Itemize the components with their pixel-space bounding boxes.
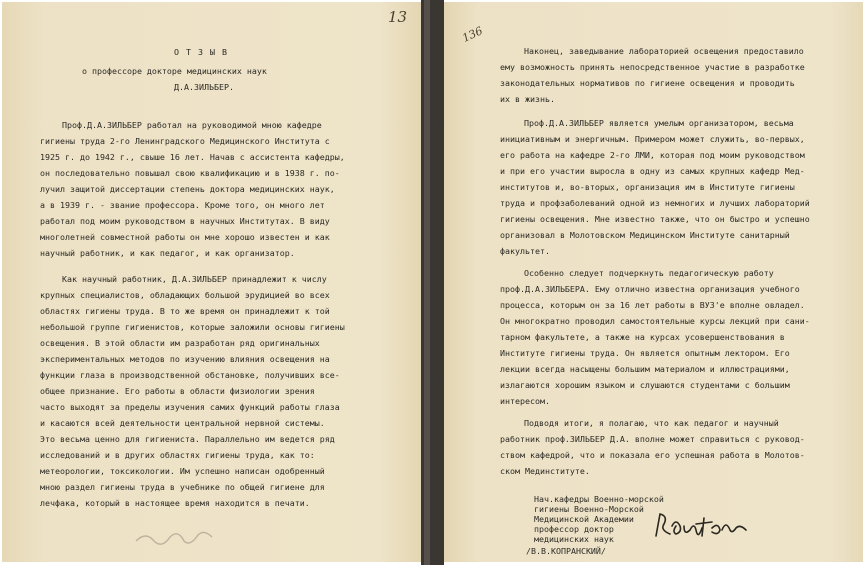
- text-line: ском Мединституте.: [500, 466, 590, 476]
- text-line: Это весьма ценно для гигиениста. Параллельно им ведется ряд: [40, 434, 335, 444]
- text-line: 1925 г. до 1942 г., свыше 16 лет. Начав с ассистента кафедры,: [40, 152, 345, 162]
- text-line: ему возможность принять непосредственное участие в разработке: [500, 62, 805, 72]
- text-line: процесса, которым он за 16 лет работы в ВУЗ'е вполне овладел.: [500, 300, 805, 310]
- text-line: Проф.Д.А.ЗИЛЬБЕР является умелым организатором, весьма: [524, 118, 794, 128]
- right-page-number: 136: [460, 24, 485, 45]
- text-line: гигиены труда 2-го Ленинградского Медицинского Института с: [40, 136, 330, 146]
- text-line: проф.Д.А.ЗИЛЬБЕРА. Ему отлично известна организация учебного: [500, 284, 800, 294]
- text-line: Как научный работник, Д.А.ЗИЛЬБЕР принадлежит к числу: [62, 274, 327, 284]
- text-line: их в жизнь.: [500, 94, 555, 104]
- handwritten-signature: [650, 508, 750, 542]
- left-page-number: 13: [388, 8, 408, 26]
- text-line: небольшой группе гигиенистов, которые заложили основы гигиены: [40, 322, 345, 332]
- text-line: освещения. В этой области им разработан ряд оригинальных: [40, 338, 320, 348]
- text-line: гигиены освещения. Мне известно также, что он быстро и успешно: [500, 214, 810, 224]
- faint-ink-mark: [132, 527, 222, 549]
- text-line: факультет.: [500, 246, 550, 256]
- text-line: инициативным и энергичным. Примером может служить, во-первых,: [500, 134, 805, 144]
- text-line: лекции всегда насыщены большим материалом и иллюстрациями,: [500, 364, 790, 374]
- text-line: исследований и в других областях гигиены труда, как то:: [40, 450, 315, 460]
- left-page: [2, 2, 421, 562]
- text-line: Проф.Д.А.ЗИЛЬБЕР работал на руководимой мною кафедре: [62, 120, 322, 130]
- text-line: он последовательно повышал свою квалификацию и в 1938 г. по-: [40, 168, 340, 178]
- text-line: экспериментальных методов по изучению влияния освещения на: [40, 354, 330, 364]
- text-line: крупных специалистов, обладающих большой эрудицией во всех: [40, 290, 330, 300]
- document-subtitle: о профессоре докторе медицинских наук: [82, 66, 267, 76]
- text-line: областях гигиены труда. В то же время он принадлежит к той: [40, 306, 330, 316]
- signature-line: профессор доктор: [534, 524, 614, 534]
- text-line: мною раздел гигиены труда в учебнике по общей гигиене для: [40, 482, 325, 492]
- book-gutter-highlight: [424, 0, 430, 565]
- text-line: Особенно следует подчеркнуть педагогическую работу: [524, 268, 774, 278]
- signature-line: медицинских наук: [534, 534, 614, 544]
- text-line: часто выходят за пределы изучения самих функций работы глаза: [40, 402, 340, 412]
- text-line: интересом.: [500, 396, 550, 406]
- text-line: Институте гигиены труда. Он является опытным лектором. Его: [500, 348, 790, 358]
- text-line: его работа на кафедре 2-го ЛМИ, которая под моим руководством: [500, 150, 805, 160]
- text-line: лечфака, который в настоящее время находится в печати.: [40, 498, 310, 508]
- text-line: и касаются всей деятельности центральной нервной системы.: [40, 418, 325, 428]
- text-line: институтов и, во-вторых, организация им в Институте гигиены: [500, 182, 795, 192]
- text-line: работал под моим руководством в научных Институтах. В виду: [40, 216, 330, 226]
- document-title: О Т З Ы В: [174, 47, 228, 57]
- text-line: Он многократно проводил самостоятельные курсы лекций при сани-: [500, 316, 810, 326]
- text-line: Подводя итоги, я полагаю, что как педагог и научный: [524, 418, 779, 428]
- text-line: организовал в Молотовском Медицинском Институте санитарный: [500, 230, 790, 240]
- text-line: научный работник, и как педагог, и как организатор.: [40, 248, 295, 258]
- signature-line: Нач.кафедры Военно-морской: [534, 494, 664, 504]
- text-line: труда и профзаболеваний одной из немногих и лучших лабораторий: [500, 198, 810, 208]
- text-line: лучил защитой диссертации степень доктора медицинских наук,: [40, 184, 335, 194]
- text-line: Наконец, заведывание лабораторией освещения предоставило: [524, 46, 804, 56]
- text-line: работник проф.ЗИЛЬБЕР Д.А. вполне может справиться с руковод-: [500, 434, 805, 444]
- signatory-name: /В.В.КОПРАНСКИЙ/: [526, 546, 606, 556]
- text-line: а в 1939 г. - звание профессора. Кроме того, он много лет: [40, 200, 325, 210]
- text-line: метеорологии, токсикологии. Им успешно написан одобренный: [40, 466, 325, 476]
- signature-line: Медицинской Академии: [534, 514, 634, 524]
- subject-name: Д.А.ЗИЛЬБЕР.: [174, 82, 234, 92]
- text-line: тарном факультете, а также на курсах усовершенствования в: [500, 332, 785, 342]
- signature-line: гигиены Военно-Морской: [534, 504, 644, 514]
- text-line: излагаются хорошим языком и слушаются студентами с большим: [500, 380, 790, 390]
- text-line: функции глаза в производственной обстановке, получивших все-: [40, 370, 340, 380]
- right-page: [444, 2, 863, 562]
- text-line: общее признание. Его работы в области физиологии зрения: [40, 386, 315, 396]
- text-line: законодательных нормативов по гигиене освещения и проводить: [500, 78, 795, 88]
- text-line: и при его участии выросла в одну из самых крупных кафедр Мед-: [500, 166, 805, 176]
- text-line: многолетней совместной работы он мне хорошо известен и как: [40, 232, 330, 242]
- text-line: ством кафедрой, что и показала его успешная работа в Молотов-: [500, 450, 805, 460]
